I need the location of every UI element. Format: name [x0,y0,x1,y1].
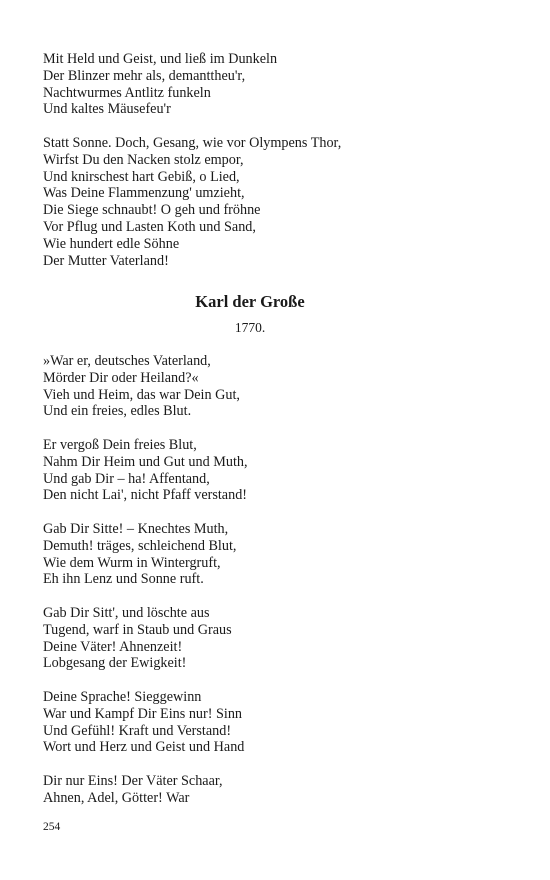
verse-line: Tugend, warf in Staub und Graus [43,621,232,638]
stanza [43,437,513,504]
verse-line: Mörder Dir oder Heiland?« [43,369,199,386]
poem-body [43,353,513,807]
stanza [43,353,513,420]
page-number: 254 [43,821,61,833]
verse-line: Mit Held und Geist, und ließ im Dunkeln [43,51,278,67]
verse-line: Vor Pflug und Lasten Koth und Sand, [43,218,256,235]
poem-date: 1770. [234,320,266,335]
verse-line: Wirfst Du den Nacken stolz empor, [43,151,244,168]
verse-line: Deine Sprache! Sieggewinn [43,688,202,705]
previous-poem-continuation [43,51,513,269]
stanza [43,135,513,269]
stanza [43,689,513,756]
verse-line: Ahnen, Adel, Götter! War [43,789,190,806]
verse-line: Lobgesang der Ewigkeit! [43,655,187,672]
verse-line: »War er, deutsches Vaterland, [43,353,211,369]
verse-line: Nahm Dir Heim und Gut und Muth, [43,453,248,470]
verse-line: Den nicht Lai', nicht Pfaff verstand! [43,487,248,504]
verse-line: Demuth! träges, schleichend Blut, [43,537,237,554]
verse-line: Nachtwurmes Antlitz funkeln [43,84,211,101]
verse-line: Und kaltes Mäusefeu'r [43,101,171,118]
stanza [43,605,513,672]
verse-line: Statt Sonne. Doch, Gesang, wie vor Olympens Thor, [43,134,342,151]
stanza [43,521,513,588]
verse-line: Eh ihn Lenz und Sonne ruft. [43,571,204,588]
verse-line: Wie hundert edle Söhne [43,235,180,252]
stanza [43,773,513,807]
stanza [43,51,513,118]
verse-line: Vieh und Heim, das war Dein Gut, [43,386,240,403]
verse-line: Die Siege schnaubt! O geh und fröhne [43,202,261,219]
verse-line: Der Mutter Vaterland! [43,252,169,269]
verse-line: Und gab Dir – ha! Affentand, [43,470,210,487]
verse-line: War und Kampf Dir Eins nur! Sinn [43,705,243,722]
verse-line: Gab Dir Sitt', und löschte aus [43,604,210,621]
verse-line: Wort und Herz und Geist und Hand [43,739,245,756]
verse-line: Der Blinzer mehr als, demanttheu'r, [43,67,246,84]
verse-line: Gab Dir Sitte! – Knechtes Muth, [43,520,229,537]
verse-line: Dir nur Eins! Der Väter Schaar, [43,772,223,789]
poem-title: Karl der Große [195,292,305,311]
verse-line: Was Deine Flammenzung' umzieht, [43,185,245,202]
verse-line: Und knirschest hart Gebiß, o Lied, [43,168,240,185]
verse-line: Wie dem Wurm in Wintergruft, [43,554,221,571]
verse-line: Deine Väter! Ahnenzeit! [43,638,183,655]
verse-line: Er vergoß Dein freies Blut, [43,436,197,453]
verse-line: Und Gefühl! Kraft und Verstand! [43,722,232,739]
verse-line: Und ein freies, edles Blut. [43,403,192,420]
